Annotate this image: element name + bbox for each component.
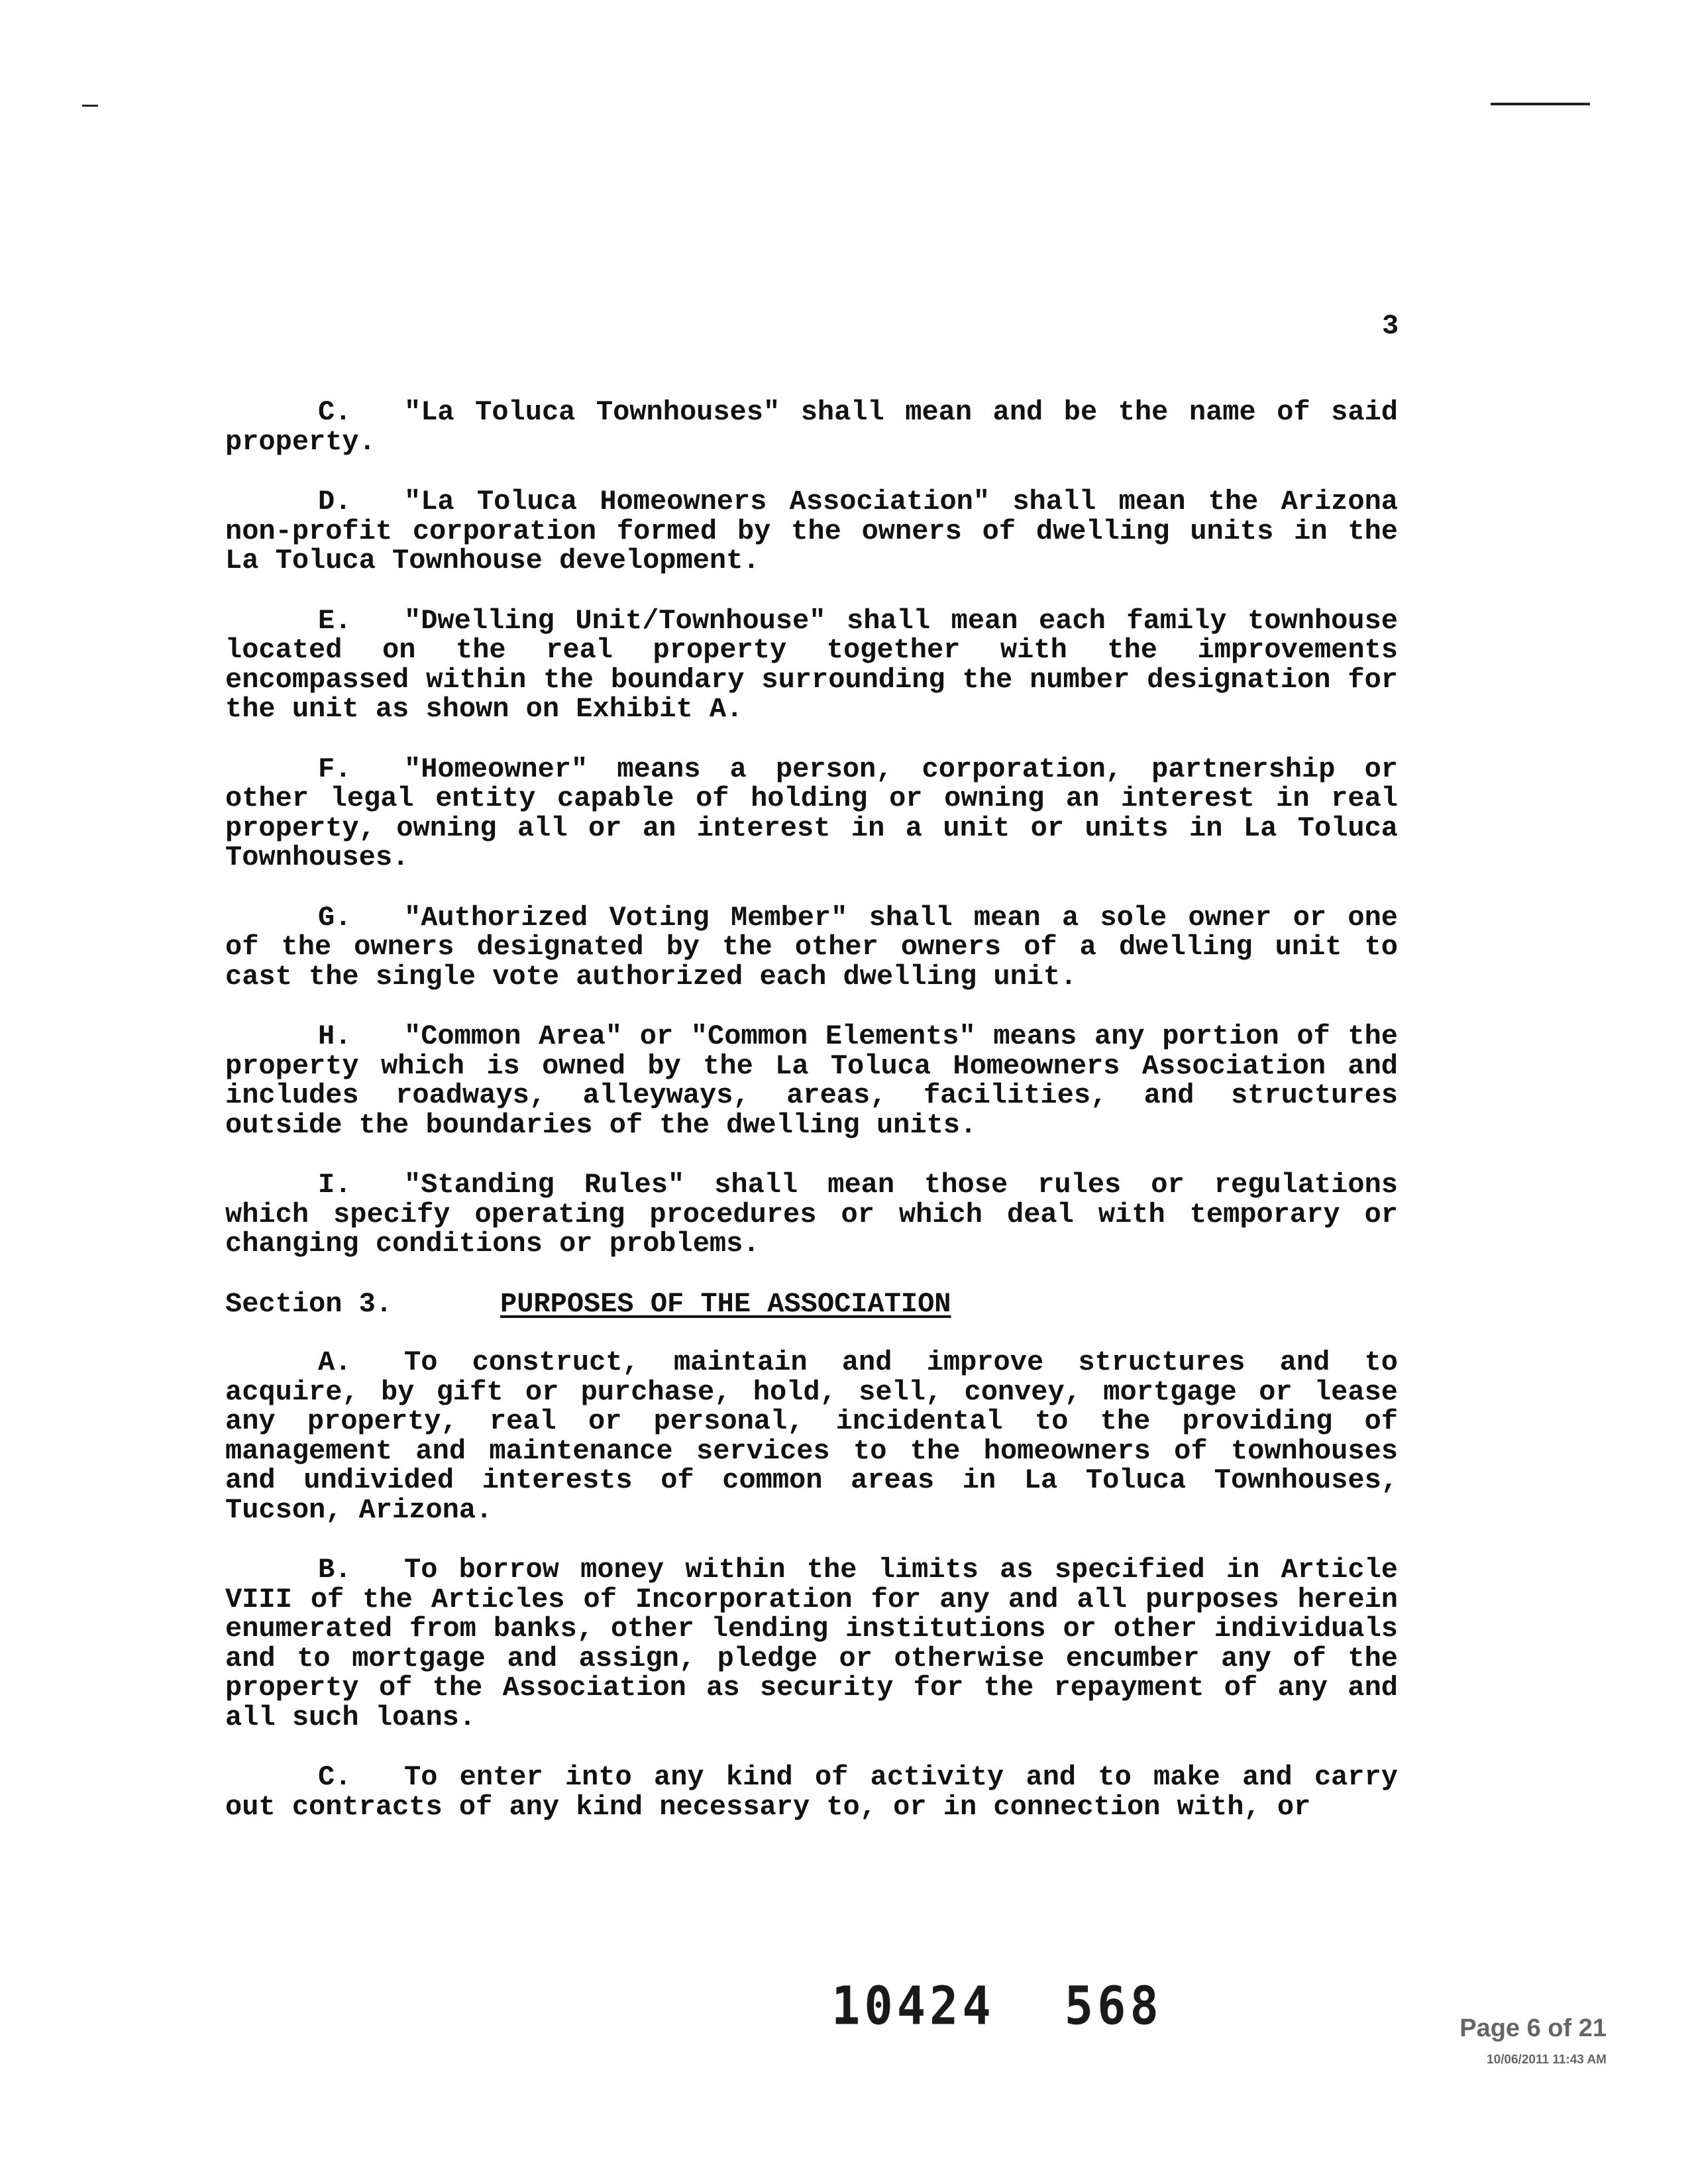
paragraph-letter: C. (318, 396, 352, 428)
paragraph-letter: B. (318, 1554, 352, 1586)
purpose-paragraph-a (225, 1348, 1398, 1525)
page-counter: Page 6 of 21 (1459, 2014, 1607, 2042)
paragraph-text: "Homeowner" means a person, corporation, partnership or other legal entity capable of holding or owning an interest in real property, owning all or an interest in a unit or units in La Toluca Townhouses. (225, 753, 1398, 873)
recording-stamp (831, 1975, 1163, 2036)
recording-book-number: 10424 (831, 1975, 995, 2037)
page-number: 3 (1382, 310, 1399, 342)
paragraph-text: "Authorized Voting Member" shall mean a sole owner or one of the owners designated by the other owners of a dwelling unit to cast the single vote authorized each dwelling unit. (225, 901, 1398, 993)
section-label: Section 3. (225, 1287, 393, 1320)
paragraph-letter: I. (318, 1169, 352, 1201)
document-body (225, 398, 1398, 1852)
purpose-paragraph-c (225, 1763, 1398, 1822)
paragraph-text: To enter into any kind of activity and to make and carry out contracts of any kind necessary to, or in connection with, or (225, 1761, 1398, 1823)
purpose-paragraph-b (225, 1555, 1398, 1732)
paragraph-letter: D. (318, 486, 352, 518)
paragraph-letter: F. (318, 753, 352, 785)
definition-paragraph-h (225, 1022, 1398, 1140)
scan-mark-top-left (82, 105, 98, 107)
definition-paragraph-c (225, 398, 1398, 457)
definition-paragraph-g (225, 903, 1398, 992)
paragraph-letter: G. (318, 901, 352, 934)
paragraph-letter: C. (318, 1761, 352, 1793)
paragraph-text: To borrow money within the limits as specified in Article VIII of the Articles of Incorporation for any and all purposes herein enumerated from banks, other lending institutions or other individuals and to mortgage and assign, pledge or otherwise encumber any of the property of the Association as security for the repayment of any and all such loans. (225, 1554, 1398, 1733)
recording-page-number: 568 (1064, 1975, 1163, 2037)
section-title: PURPOSES OF THE ASSOCIATION (500, 1287, 951, 1320)
paragraph-letter: H. (318, 1020, 352, 1052)
paragraph-letter: E. (318, 604, 352, 637)
scan-mark-top-right (1491, 103, 1590, 105)
paragraph-text: "La Toluca Homeowners Association" shall mean the Arizona non-profit corporation formed by the owners of dwelling units in the La Toluca Townhouse development. (225, 486, 1398, 576)
definition-paragraph-d (225, 487, 1398, 576)
paragraph-letter: A. (318, 1346, 352, 1378)
page-timestamp: 10/06/2011 11:43 AM (1487, 2053, 1607, 2067)
definition-paragraph-e (225, 606, 1398, 724)
definition-paragraph-i (225, 1170, 1398, 1259)
section-heading (225, 1289, 1398, 1319)
paragraph-text: "Dwelling Unit/Townhouse" shall mean each family townhouse located on the real property together with the improvements encompassed within the boundary surrounding the number designation for the unit as shown on Exhibit A. (225, 604, 1398, 725)
paragraph-text: "Standing Rules" shall mean those rules or regulations which specify operating procedures or which deal with temporary or changing conditions or problems. (225, 1169, 1398, 1260)
paragraph-text: "La Toluca Townhouses" shall mean and be the name of said property. (225, 396, 1398, 458)
paragraph-text: "Common Area" or "Common Elements" means any portion of the property which is owned by the La Toluca Homeowners Association and includes roadways, alleyways, areas, facilities, and structures outside the boundaries of the dwelling units. (225, 1020, 1398, 1141)
paragraph-text: To construct, maintain and improve structures and to acquire, by gift or purchase, hold, sell, convey, mortgage or lease any property, real or personal, incidental to the providing of management and maintenance services to the homeowners of townhouses and undivided interests of common areas in La Toluca Townhouses, Tucson, Arizona. (225, 1346, 1398, 1526)
definition-paragraph-f (225, 755, 1398, 873)
